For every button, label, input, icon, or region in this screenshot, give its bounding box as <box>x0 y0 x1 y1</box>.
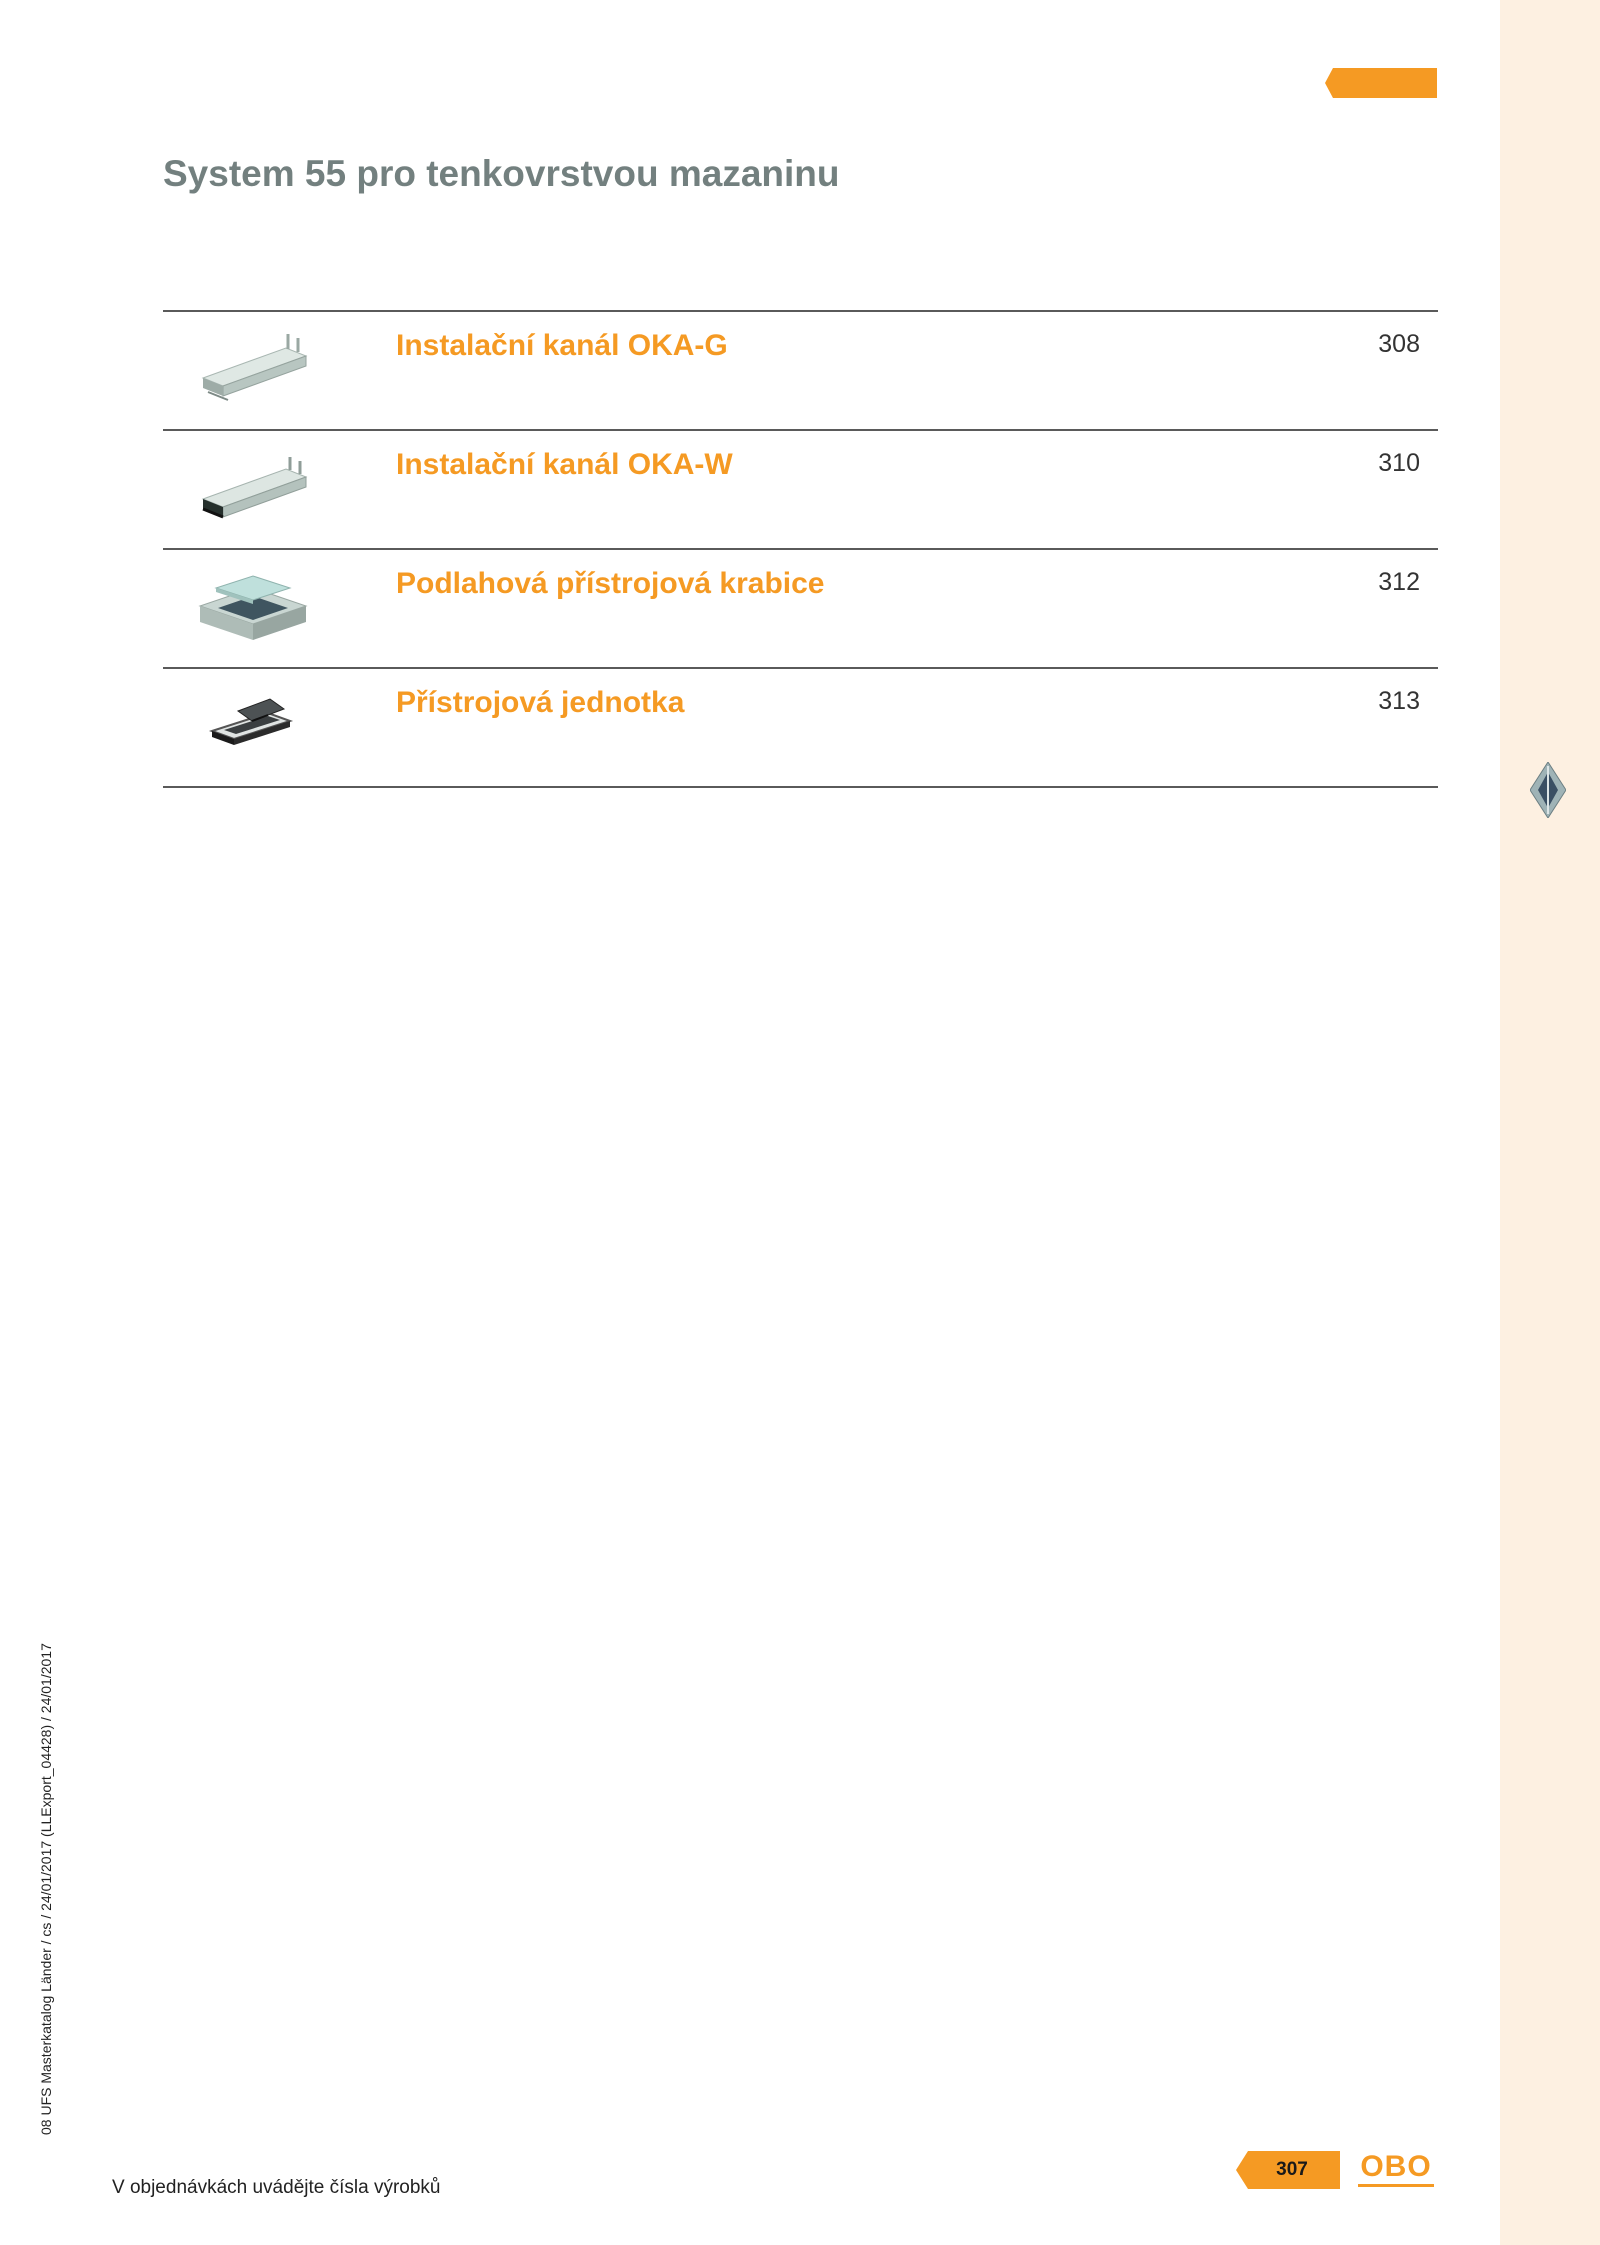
toc-item-page-number: 310 <box>1378 449 1420 477</box>
logo-text: OBO <box>1360 2150 1432 2183</box>
device-unit-thumbnail-icon <box>198 683 308 773</box>
page-number: 307 <box>1276 2159 1308 2180</box>
duct-oka-g-thumbnail-icon <box>198 326 308 416</box>
floor-box-thumbnail-icon <box>198 564 308 654</box>
toc-item-floor-box[interactable] <box>163 550 1438 669</box>
obo-logo <box>1356 2149 1436 2189</box>
page-number-tab <box>1236 2151 1340 2189</box>
catalog-meta-text: 08 UFS Masterkatalog Länder / cs / 24/01/2017 (LLExport_04428) / 24/01/2017 <box>38 1643 54 2135</box>
toc-item-device-unit[interactable] <box>163 669 1438 788</box>
duct-oka-w-thumbnail-icon <box>198 445 308 535</box>
side-band <box>1500 0 1600 2245</box>
footer-note: V objednávkách uvádějte čísla výrobků <box>112 2177 441 2198</box>
toc-item-oka-w[interactable] <box>163 431 1438 550</box>
toc-item-label: Podlahová přístrojová krabice <box>396 567 825 600</box>
section-marker-icon <box>1530 762 1566 818</box>
logo-underline <box>1358 2184 1434 2187</box>
toc-item-page-number: 312 <box>1378 568 1420 596</box>
toc-item-label: Instalační kanál OKA-G <box>396 329 728 362</box>
toc-item-page-number: 308 <box>1378 330 1420 358</box>
toc-item-page-number: 313 <box>1378 687 1420 715</box>
toc-list <box>163 310 1438 788</box>
page-title: System 55 pro tenkovrstvou mazaninu <box>163 153 840 194</box>
top-tab-marker <box>1325 68 1437 98</box>
toc-item-label: Instalační kanál OKA-W <box>396 448 733 481</box>
toc-item-oka-g[interactable] <box>163 312 1438 431</box>
toc-item-label: Přístrojová jednotka <box>396 686 685 719</box>
